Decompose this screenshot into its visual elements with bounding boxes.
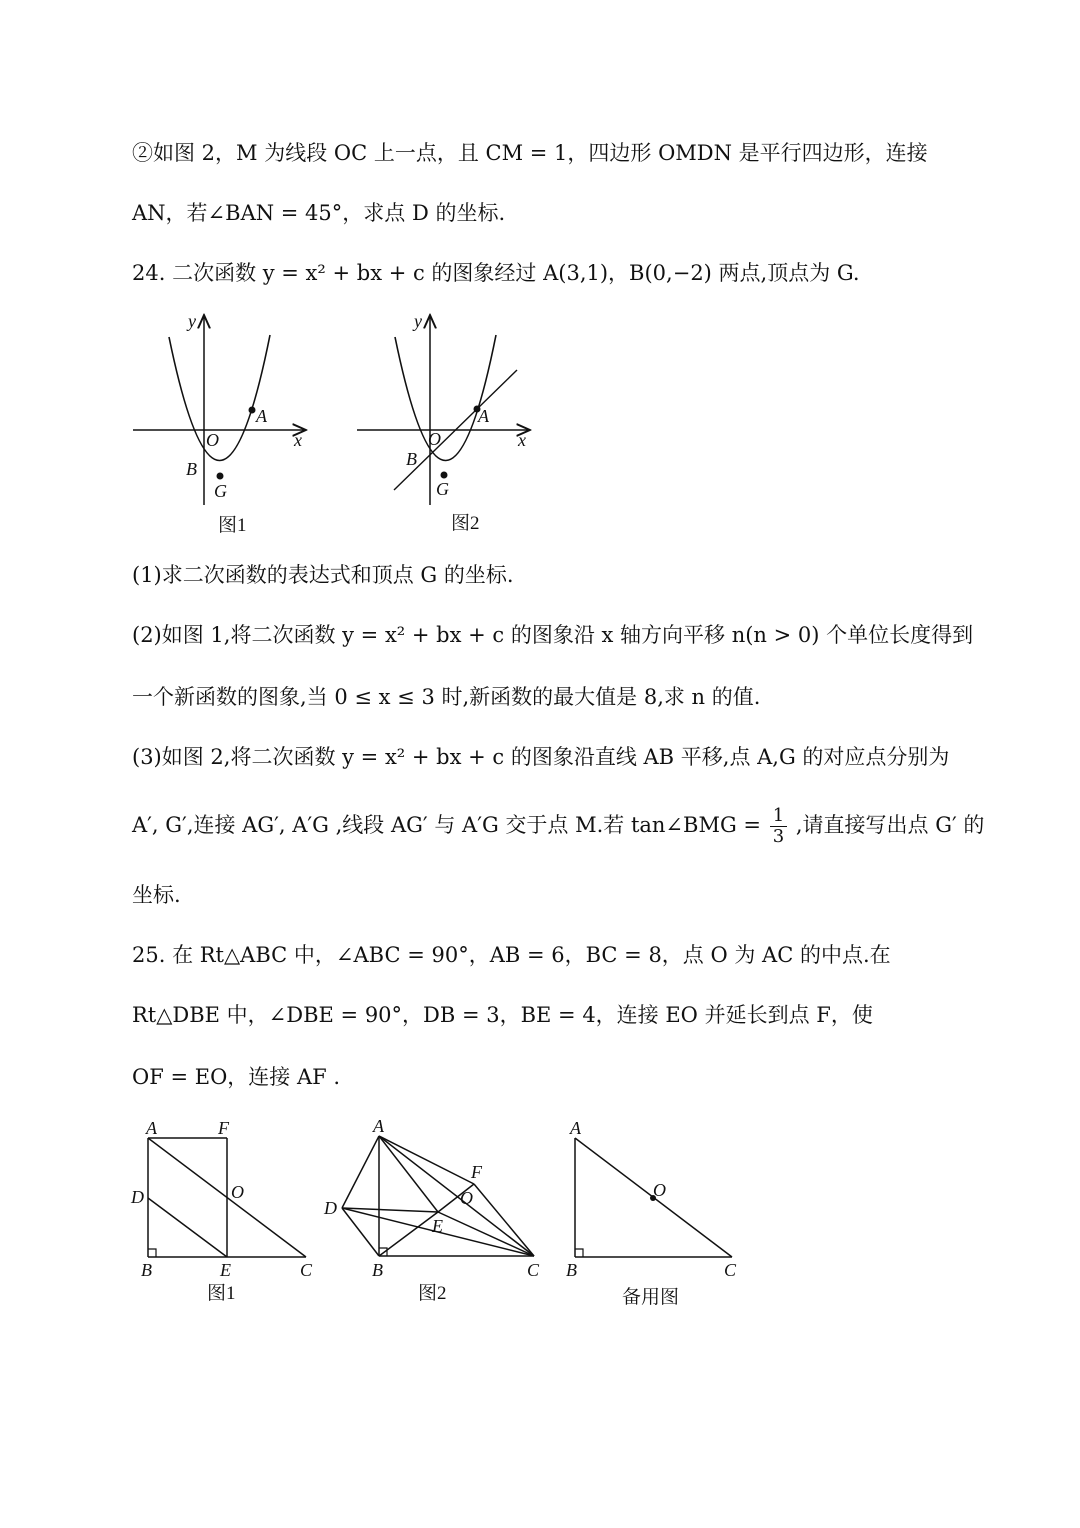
label-g: G <box>436 479 449 499</box>
fraction-numerator: 1 <box>770 806 787 827</box>
question-25-stem-2: Rt△DBE 中，∠DBE = 90°，DB = 3，BE = 4，连接 EO 并延长到点 F，使 <box>132 1003 873 1027</box>
text-line-2: AN，若∠BAN = 45°，求点 D 的坐标. <box>132 201 506 225</box>
svg-text:O: O <box>653 1180 666 1200</box>
parabola <box>395 335 496 461</box>
q24-figure-1 <box>128 305 328 535</box>
question-24-stem: 24. 二次函数 y = x² + bx + c 的图象经过 A(3,1)，B(0,−2) 两点,顶点为 G. <box>132 261 860 285</box>
svg-text:E: E <box>432 1216 443 1236</box>
svg-text:C: C <box>300 1260 313 1280</box>
svg-text:F: F <box>218 1118 229 1138</box>
point-a <box>249 407 256 414</box>
fraction-denominator: 3 <box>772 826 785 847</box>
q24-part-1: (1)求二次函数的表达式和顶点 G 的坐标. <box>132 563 514 587</box>
q24-figure-2 <box>352 305 552 535</box>
q24-part-3: (3)如图 2,将二次函数 y = x² + bx + c 的图象沿直线 AB 平移,点 A,G 的对应点分别为 <box>132 745 950 769</box>
point-g <box>441 472 448 479</box>
svg-text:C: C <box>724 1260 737 1280</box>
label-o: O <box>428 429 441 449</box>
label-o: O <box>206 430 219 450</box>
label-b: B <box>406 449 417 469</box>
q24-figure-1-caption: 图1 <box>218 515 247 536</box>
svg-text:B: B <box>141 1260 152 1280</box>
svg-text:F: F <box>471 1162 482 1182</box>
label-a: A <box>256 406 267 426</box>
svg-text:D: D <box>131 1187 144 1207</box>
svg-text:A: A <box>570 1118 581 1138</box>
question-25-stem-3: OF = EO，连接 AF . <box>132 1065 341 1089</box>
q24-part-2-cont: 一个新函数的图象,当 0 ≤ x ≤ 3 时,新函数的最大值是 8,求 n 的值. <box>132 685 761 709</box>
q24-part-2: (2)如图 1,将二次函数 y = x² + bx + c 的图象沿 x 轴方向平移 n(n > 0) 个单位长度得到 <box>132 623 974 647</box>
svg-text:B: B <box>372 1260 383 1280</box>
q25-spare-figure-caption: 备用图 <box>622 1287 680 1308</box>
q25-figure-1 <box>128 1112 328 1292</box>
q25-figure-1-caption: 图1 <box>207 1283 236 1304</box>
svg-text:D: D <box>324 1198 337 1218</box>
label-g: G <box>214 481 227 501</box>
label-y: y <box>188 311 196 331</box>
svg-text:O: O <box>231 1182 244 1202</box>
q25-figure-2 <box>320 1112 540 1292</box>
svg-text:A: A <box>146 1118 157 1138</box>
q24-part-3-cont <box>132 806 984 847</box>
parabola <box>169 335 270 461</box>
q24-part-3-text-b: ,请直接写出点 G′ 的 <box>795 813 985 837</box>
svg-text:O: O <box>460 1188 473 1208</box>
label-x: x <box>294 430 302 450</box>
question-25-stem: 25. 在 Rt△ABC 中，∠ABC = 90°，AB = 6，BC = 8，点 O 为 AC 的中点.在 <box>132 943 891 967</box>
q24-figure-2-caption: 图2 <box>451 513 480 534</box>
label-a: A <box>478 406 489 426</box>
label-b: B <box>186 459 197 479</box>
fraction-one-third <box>770 806 787 847</box>
point-g <box>217 473 224 480</box>
q24-part-3-text-a: A′, G′,连接 AG′, A′G ,线段 AG′ 与 A′G 交于点 M.若 tan∠BMG = <box>132 813 762 837</box>
svg-text:A: A <box>373 1116 384 1136</box>
label-y: y <box>414 311 422 331</box>
q24-part-3-end: 坐标. <box>132 883 181 907</box>
svg-text:E: E <box>220 1260 231 1280</box>
q25-figure-2-caption: 图2 <box>418 1283 447 1304</box>
svg-text:C: C <box>527 1260 540 1280</box>
text-line-1: ②如图 2，M 为线段 OC 上一点，且 CM = 1，四边形 OMDN 是平行四边形，连接 <box>132 141 928 165</box>
q25-spare-figure <box>560 1112 760 1292</box>
label-x: x <box>518 430 526 450</box>
svg-text:B: B <box>566 1260 577 1280</box>
